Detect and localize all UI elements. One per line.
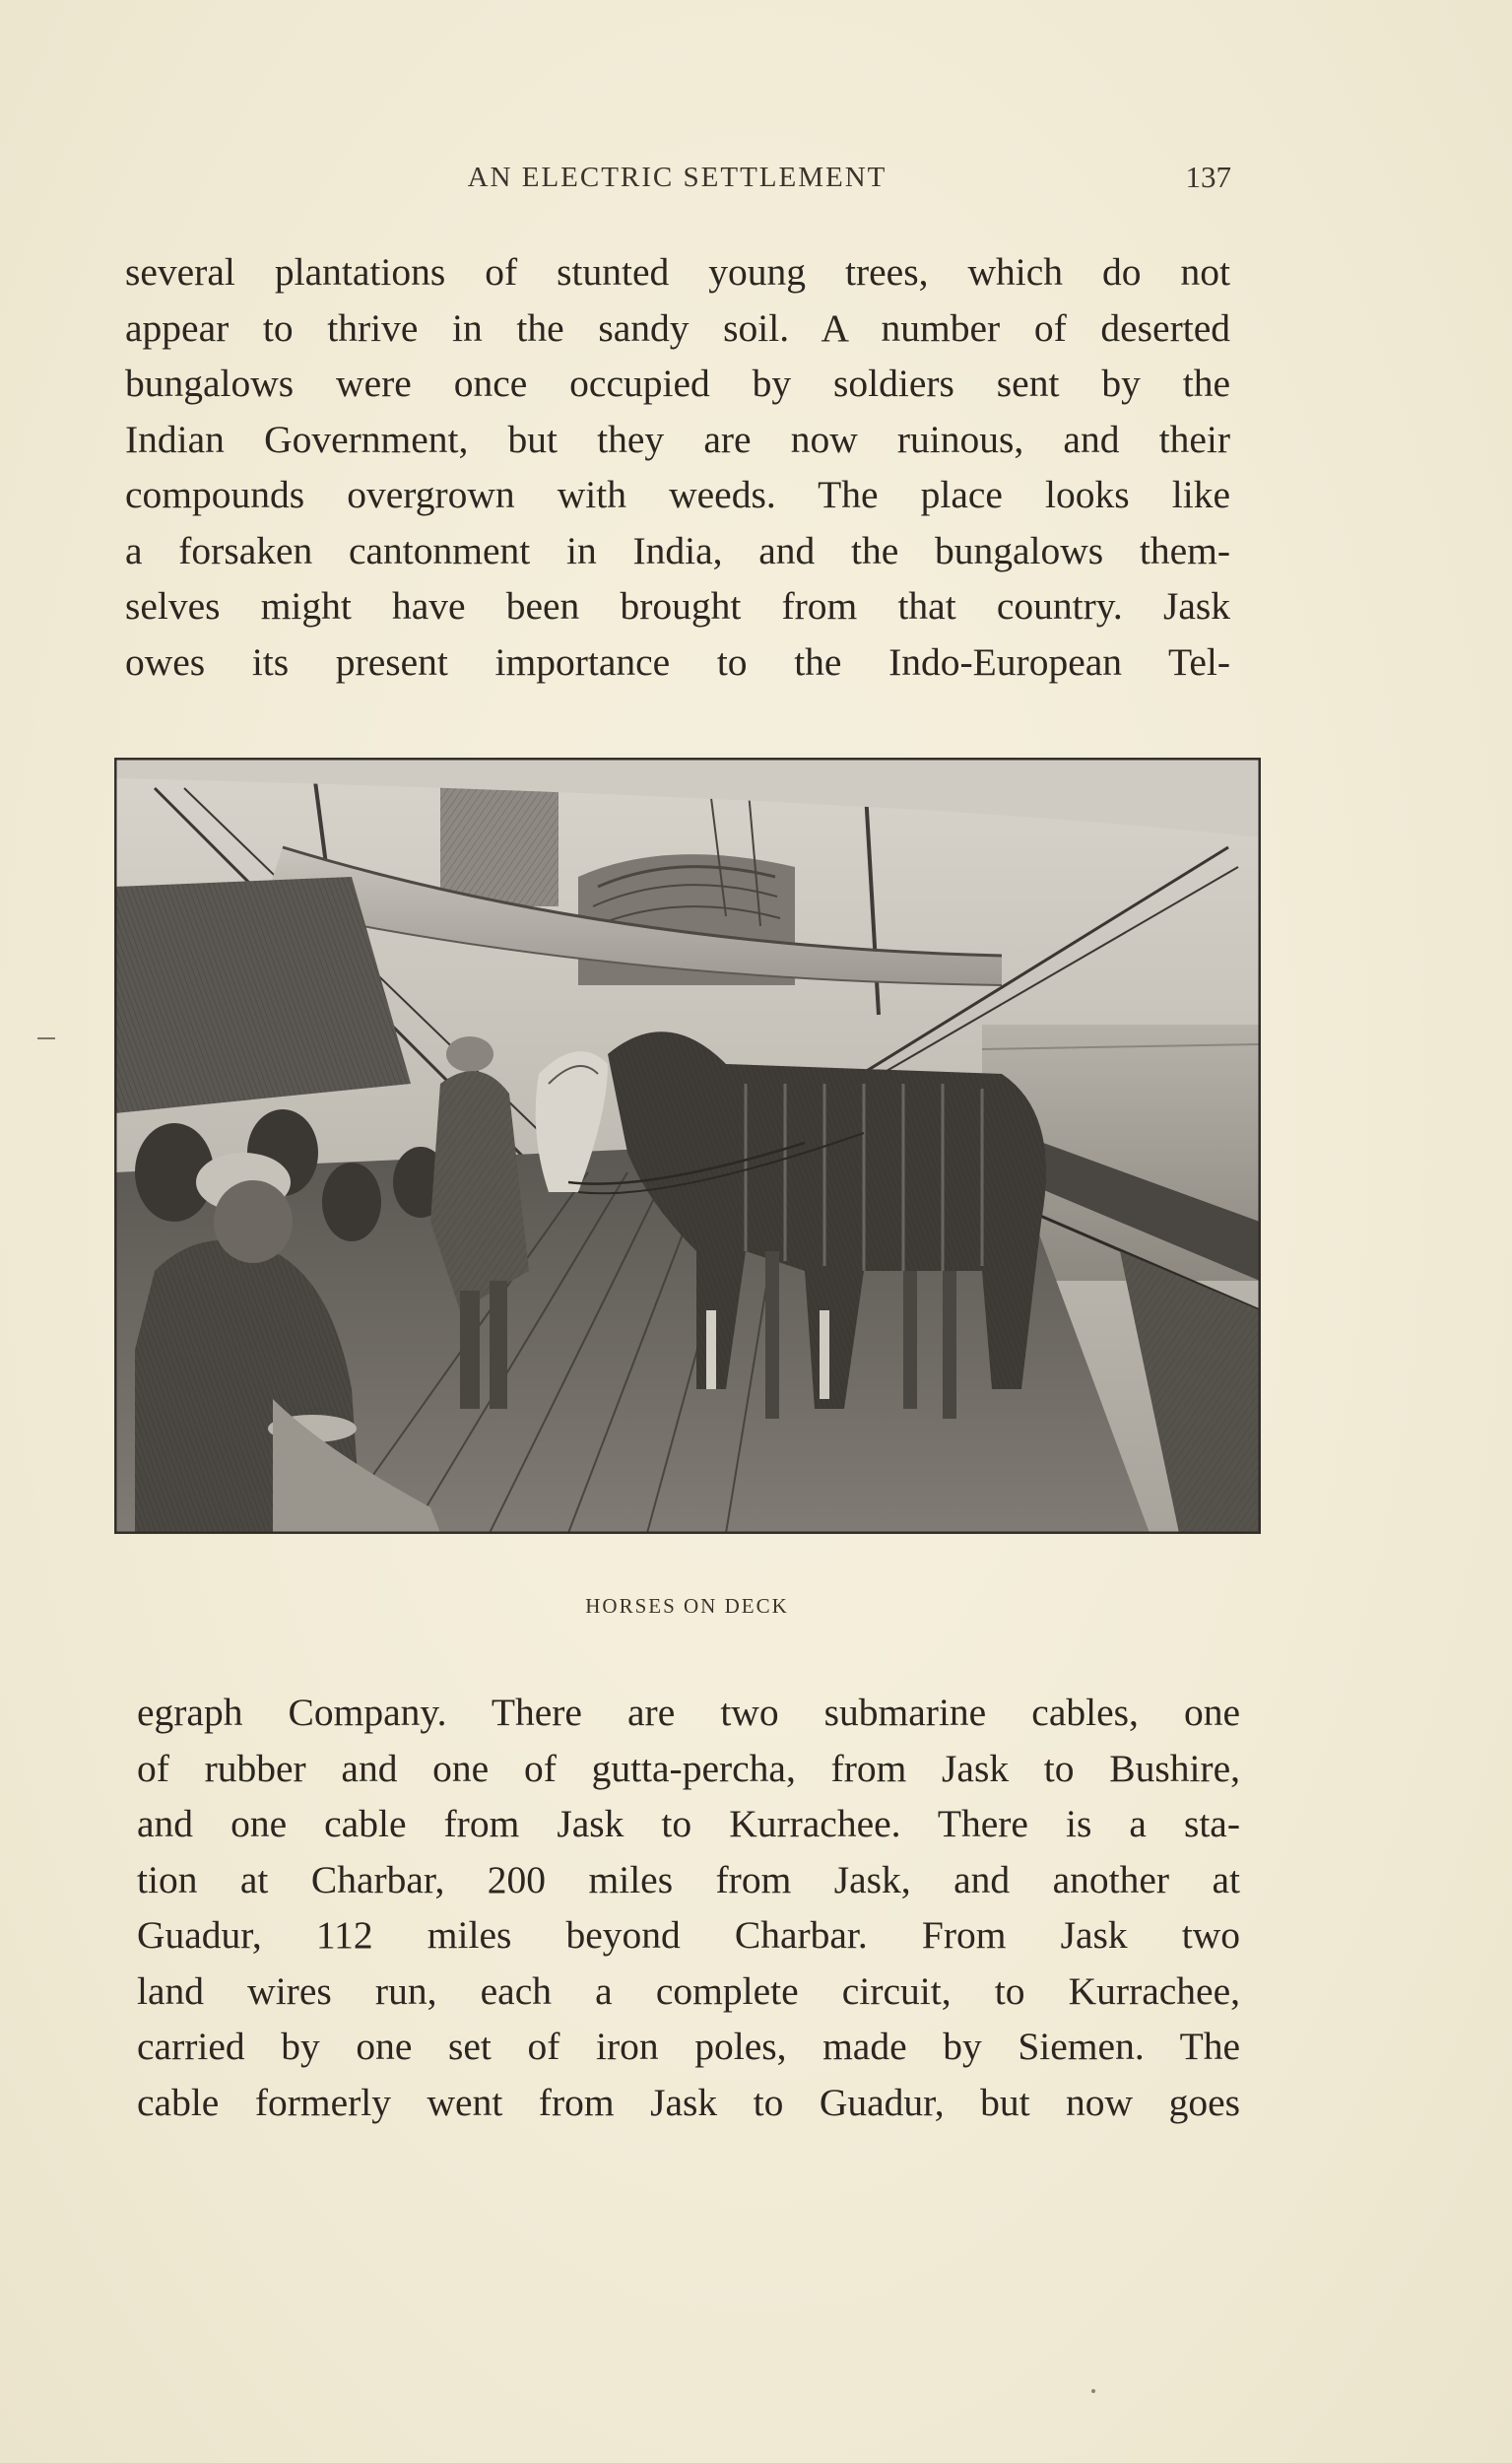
text-line: tion at Charbar, 200 miles from Jask, and another at <box>137 1857 1240 1901</box>
text-line: Guadur, 112 miles beyond Charbar. From Jask two <box>137 1913 1240 1957</box>
text-line: egraph Company. There are two submarine cables, one <box>137 1691 1240 1734</box>
running-head <box>123 158 1231 197</box>
text-line: compounds overgrown with weeds. The place looks like <box>125 473 1230 516</box>
text-line: of rubber and one of gutta-percha, from Jask to Bushire, <box>137 1746 1240 1790</box>
text-line: several plantations of stunted young trees, which do not <box>125 250 1230 294</box>
illustration-horses-on-deck <box>115 759 1260 1533</box>
text-line: bungalows were once occupied by soldiers sent by the <box>125 362 1230 405</box>
text-line: land wires run, each a complete circuit, to Kurrachee, <box>137 1968 1240 2013</box>
margin-mark <box>37 1037 55 1039</box>
paper-speck <box>1091 2389 1095 2393</box>
text-line: carried by one set of iron poles, made by Siemen. The <box>137 2025 1240 2068</box>
text-line: and one cable from Jask to Kurrachee. There is a sta- <box>137 1802 1240 1845</box>
text-line: a forsaken cantonment in India, and the bungalows them- <box>125 528 1230 572</box>
text-line: Indian Government, but they are now ruinous, and their <box>125 417 1230 461</box>
running-title: AN ELECTRIC SETTLEMENT <box>467 162 887 193</box>
paragraph-top <box>125 244 1230 690</box>
paragraph-bottom <box>137 1685 1240 2130</box>
engraving-illustration <box>115 759 1260 1533</box>
figure-caption: HORSES ON DECK <box>585 1594 789 1618</box>
text-line: appear to thrive in the sandy soil. A number of deserted <box>125 305 1230 350</box>
text-line: owes its present importance to the Indo-European Tel- <box>125 639 1230 684</box>
page-number: 137 <box>1185 160 1231 194</box>
text-line: cable formerly went from Jask to Guadur, but now goes <box>137 2080 1240 2124</box>
text-line: selves might have been brought from that country. Jask <box>125 584 1230 628</box>
